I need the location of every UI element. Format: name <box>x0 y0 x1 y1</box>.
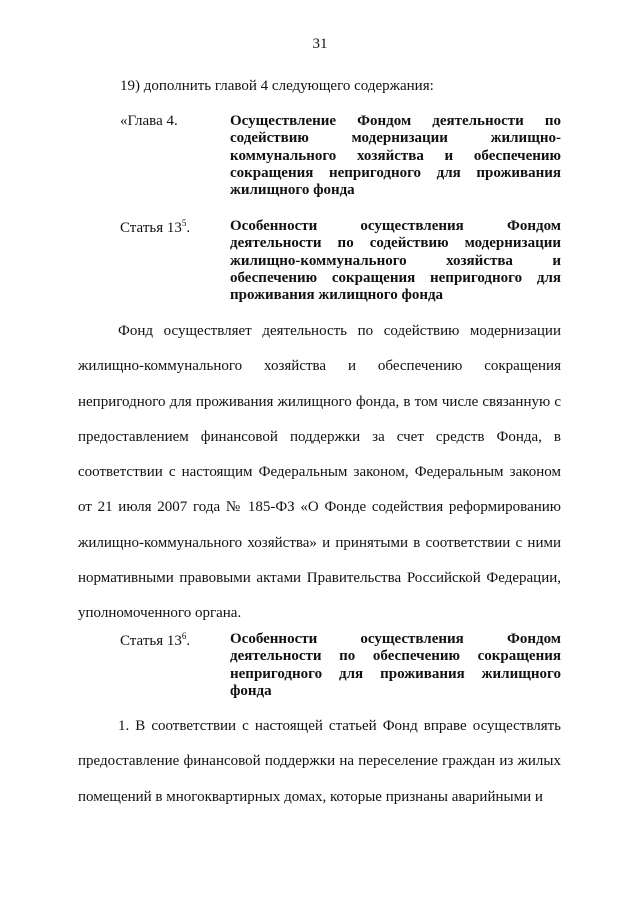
chapter-label: «Глава 4. <box>120 113 178 129</box>
article-13-6-heading <box>120 631 561 700</box>
article-13-5-label: Статья $13^5$. <box>120 218 191 236</box>
article-13-6-title: Особенности осуществления Фондом деятельности по обеспечению сокращения непригодного для проживания жилищного фонда <box>230 631 561 699</box>
chapter-heading <box>120 113 561 199</box>
paragraph-resettlement: 1. В соответствии с настоящей статьей Фонд вправе осуществлять предоставление финансовой поддержки на переселение граждан из жилых помещений в многоквартирных домах, которые признаны аварийными и <box>78 718 561 805</box>
intro-line: 19) дополнить главой 4 следующего содержания: <box>120 78 434 94</box>
article-13-6-superscript: 6 <box>181 631 187 641</box>
article-13-5-title: Особенности осуществления Фондом деятельности по содействию модернизации жилищно-коммунального хозяйства и обеспечению сокращения непригодного для проживания жилищного фонда <box>230 218 561 304</box>
article-13-5-superscript: 5 <box>181 218 187 228</box>
paragraph-fund-activity: Фонд осуществляет деятельность по содействию модернизации жилищно-коммунального хозяйства и обеспечению сокращения непригодного для проживания жилищного фонда, в том числе связанную с предоставлением финансовой поддержки за счет средств Фонда, в соответствии с настоящим Федеральным законом, Федеральным законом от 21 июля 2007 года № 185-ФЗ «О Фонде содействия реформированию жилищно-коммунального хозяйства» и принятыми в соответствии с ними нормативными правовыми актами Правительства Российской Федерации, уполномоченного органа. <box>78 323 561 622</box>
article-13-5-heading <box>120 218 561 304</box>
chapter-title: Осуществление Фондом деятельности по содействию модернизации жилищно-коммунального хозяйства и обеспечению сокращения непригодного для проживания жилищного фонда <box>230 113 561 199</box>
page-number: 31 <box>312 36 328 52</box>
article-13-6-label: Статья $13^6$. <box>120 631 191 649</box>
